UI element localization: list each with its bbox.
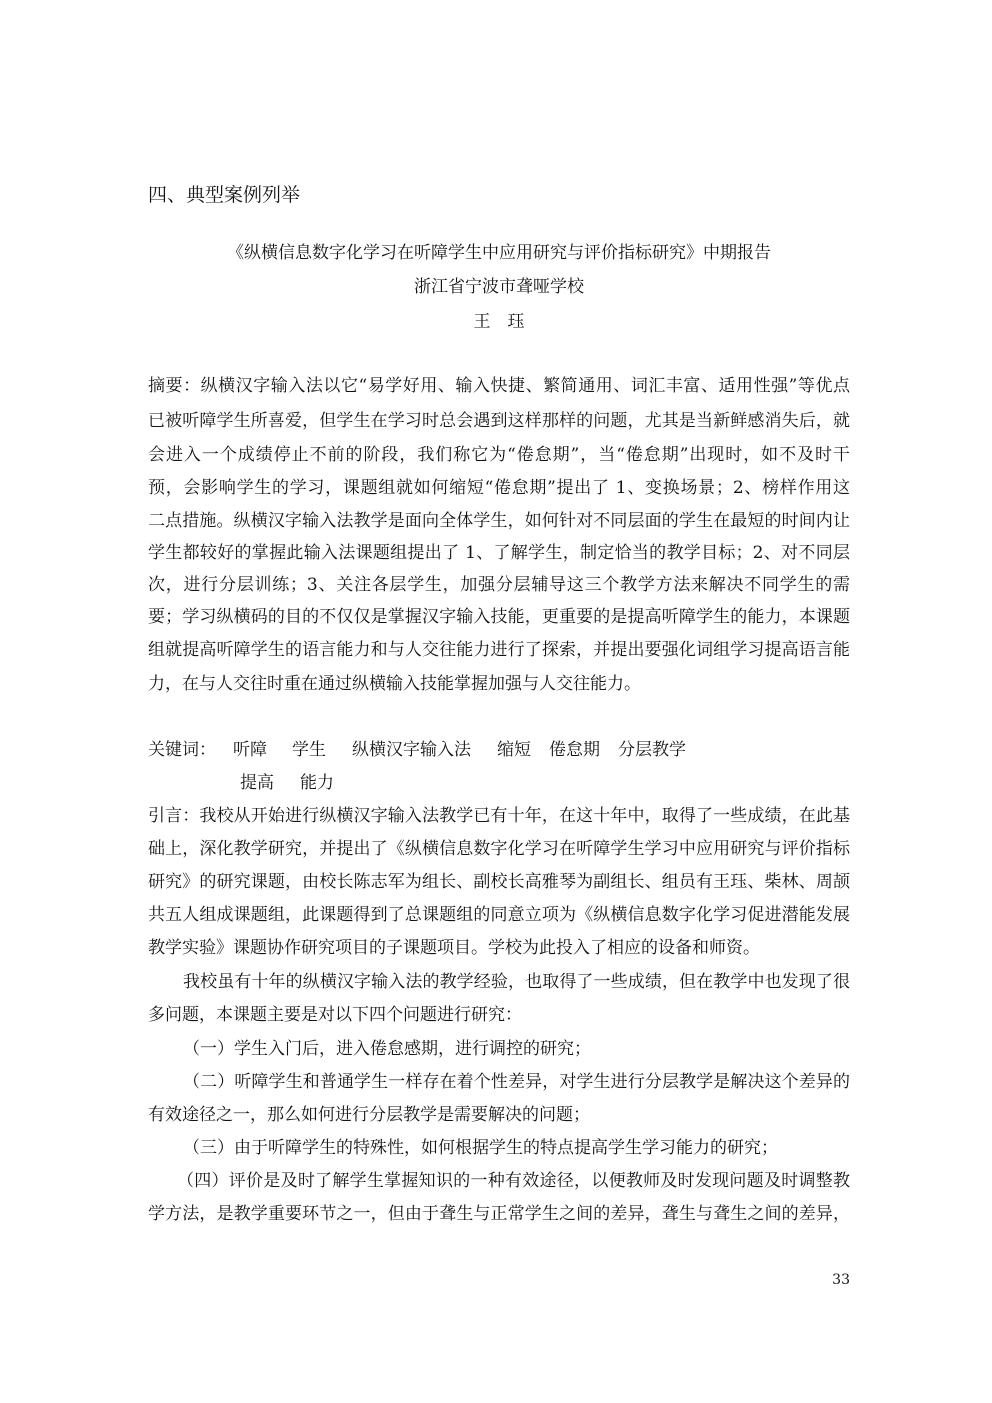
report-title: 《纵横信息数字化学习在听障学生中应用研究与评价指标研究》中期报告 — [227, 243, 771, 263]
keyword: 分层教学 — [618, 740, 686, 760]
keyword: 听障 — [233, 740, 267, 760]
introduction-line: 引言：我校从开始进行纵横汉字输入法教学已有十年，在这十年中，取得了一些成绩，在此基 — [148, 806, 850, 826]
abstract-line: 次，进行分层训练；3、关注各层学生，加强分层辅导这三个教学方法来解决不同学生的需 — [148, 575, 850, 595]
introduction-line: 共五人组成课题组，此课题得到了总课题组的同意立项为《纵横信息数字化学习促进潜能发展 — [148, 905, 850, 925]
abstract-line: 组就提高听障学生的语言能力和与人交往能力进行了探索，并提出要强化词组学习提高语言能 — [148, 640, 850, 660]
author-name: 王 珏 — [473, 312, 525, 332]
research-item-4: （四）评价是及时了解学生掌握知识的一种有效途径，以便教师及时发现问题及时调整教 — [177, 1171, 850, 1191]
paragraph-line: 多问题，本课题主要是对以下四个问题进行研究： — [148, 1005, 522, 1025]
keyword: 纵横汉字输入法 — [352, 740, 471, 760]
introduction-line: 础上，深化教学研究，并提出了《纵横信息数字化学习在听障学生学习中应用研究与评价指标 — [148, 839, 850, 859]
keyword: 缩短 — [497, 740, 531, 760]
abstract-line: 会进入一个成绩停止不前的阶段，我们称它为“倦怠期”，当“倦怠期”出现时，如不及时干 — [148, 445, 850, 465]
research-item-2: （二）听障学生和普通学生一样存在着个性差异，对学生进行分层教学是解决这个差异的 — [183, 1072, 850, 1092]
research-item-4-cont: 学方法，是教学重要环节之一，但由于聋生与正常学生之间的差异，聋生与聋生之间的差异， — [148, 1204, 850, 1224]
research-item-2-cont: 有效途径之一，那么如何进行分层教学是需要解决的问题； — [148, 1105, 590, 1125]
abstract-line: 预，会影响学生的学习，课题组就如何缩短“倦怠期”提出了 1、变换场景；2、榜样作用这 — [148, 478, 850, 498]
abstract-line: 要；学习纵横码的目的不仅仅是掌握汉字输入技能，更重要的是提高听障学生的能力，本课题 — [148, 607, 850, 627]
institution-name: 浙江省宁波市聋哑学校 — [414, 277, 584, 297]
abstract-line: 摘要：纵横汉字输入法以它“易学好用、输入快捷、繁简通用、词汇丰富、适用性强”等优点 — [148, 376, 850, 396]
abstract-line: 二点措施。纵横汉字输入法教学是面向全体学生，如何针对不同层面的学生在最短的时间内让 — [148, 511, 850, 531]
paragraph-line: 我校虽有十年的纵横汉字输入法的教学经验，也取得了一些成绩，但在教学中也发现了很 — [183, 972, 850, 992]
page-number: 33 — [832, 1272, 850, 1288]
keyword: 提高 — [240, 773, 274, 793]
introduction-line: 教学实验》课题协作研究项目的子课题项目。学校为此投入了相应的设备和师资。 — [148, 938, 760, 958]
keywords-label: 关键词： — [148, 740, 216, 760]
abstract-line: 力，在与人交往时重在通过纵横输入技能掌握加强与人交往能力。 — [148, 674, 641, 694]
research-item-3: （三）由于听障学生的特殊性，如何根据学生的特点提高学生学习能力的研究； — [183, 1138, 778, 1158]
abstract-line: 学生都较好的掌握此输入法课题组提出了 1、了解学生，制定恰当的教学目标；2、对不同层 — [148, 543, 850, 563]
abstract-line: 已被听障学生所喜爱，但学生在学习时总会遇到这样那样的问题，尤其是当新鲜感消失后，就 — [148, 411, 850, 431]
keyword: 倦怠期 — [549, 740, 600, 760]
research-item-1: （一）学生入门后，进入倦怠感期，进行调控的研究； — [183, 1039, 591, 1059]
keyword: 能力 — [300, 773, 334, 793]
section-heading: 四、典型案例列举 — [148, 184, 301, 206]
keyword: 学生 — [292, 740, 326, 760]
introduction-line: 研究》的研究课题，由校长陈志军为组长、副校长高雅琴为副组长、组员有王珏、柴林、周颉 — [148, 872, 850, 892]
